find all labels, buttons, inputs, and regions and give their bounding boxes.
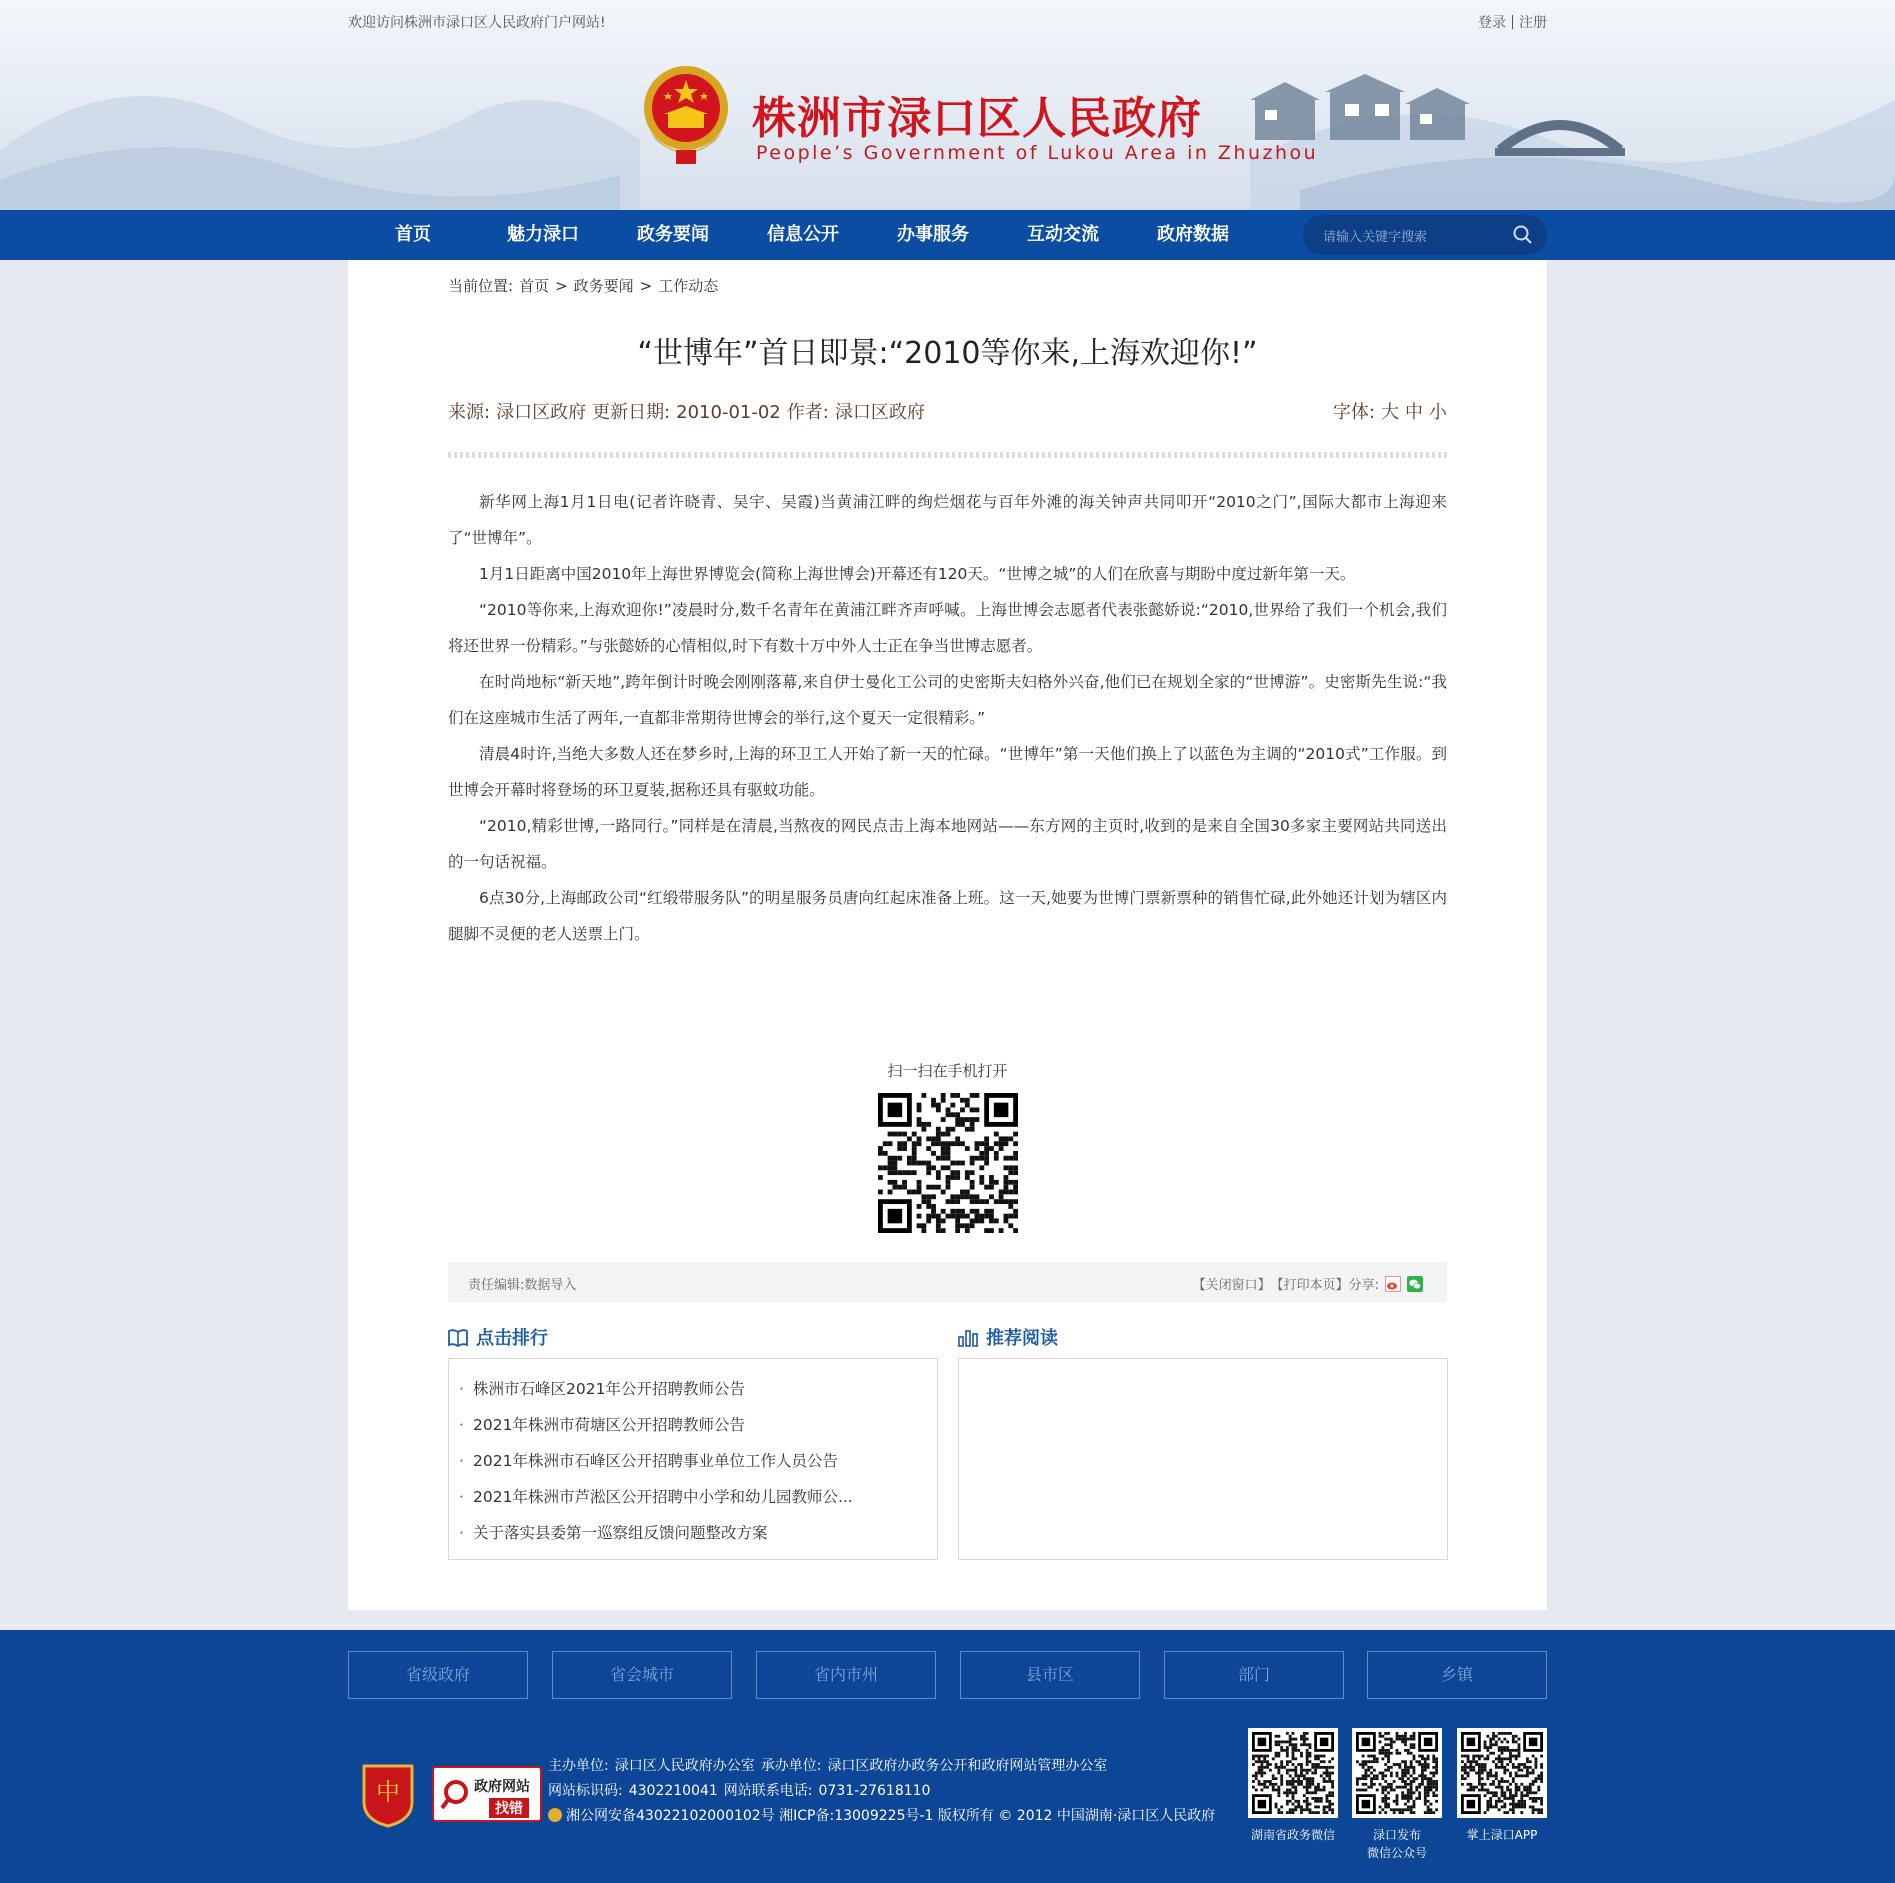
bar-chart-icon <box>958 1329 978 1347</box>
nav-government-news[interactable]: 政务要闻 <box>637 224 709 245</box>
badge-text-error: 找错 <box>489 1798 529 1818</box>
article-paragraph: “2010等你来,上海欢迎你!”凌晨时分,数千名青年在黄浦江畔齐声呼喊。上海世博会志愿者代表张懿娇说:“2010,世界给了我们一个机会,我们将还世界一份精彩。”与张懿娇的心情相似,时下有数十万中外人士正在争当世博志愿者。 <box>448 601 1447 655</box>
login-link[interactable]: 登录 <box>1478 15 1506 31</box>
font-size-medium[interactable]: 中 <box>1405 402 1423 423</box>
divider <box>448 452 1447 458</box>
breadcrumb-prefix: 当前位置: <box>448 277 514 295</box>
list-item-link[interactable]: 2021年株洲市芦淞区公开招聘中小学和幼儿园教师公... <box>473 1488 853 1506</box>
header-banner <box>0 0 1895 210</box>
breadcrumb-work-updates[interactable]: 工作动态 <box>658 277 719 295</box>
main-nav <box>0 210 1895 260</box>
article-paragraph: 新华网上海1月1日电(记者许晓青、吴宇、吴霞)当黄浦江畔的绚烂烟花与百年外滩的海关钟声共同叩开“2010之门”,国际大都市上海迎来了“世博年”。 <box>448 493 1447 547</box>
qr-code-icon <box>1356 1732 1438 1814</box>
qr-caption: 掌上渌口APP <box>1466 1828 1538 1842</box>
footer-link-departments[interactable]: 部门 <box>1164 1651 1344 1699</box>
breadcrumb <box>448 275 724 296</box>
date-value: 2010-01-02 <box>676 402 781 423</box>
organizer-value: 渌口区政府办政务公开和政府网站管理办公室 <box>827 1758 1108 1774</box>
sponsor-label: 主办单位: <box>548 1758 609 1774</box>
print-page-link[interactable]: 【打印本页】 <box>1270 1278 1349 1293</box>
font-size-large[interactable]: 大 <box>1381 402 1399 423</box>
list-item[interactable] <box>459 1407 937 1443</box>
article-paragraph: 在时尚地标“新天地”,跨年倒计时晚会刚刚落幕,来自伊士曼化工公司的史密斯夫妇格外兴奋,他们已在规划全家的“世博游”。史密斯先生说:“我们在这座城市生活了两年,一直都非常期待世博会的举行,这个夏天一定很精彩。” <box>448 673 1447 727</box>
search-input[interactable]: 请输入关键字搜索 <box>1323 230 1428 245</box>
bullet: · <box>459 1416 464 1434</box>
breadcrumb-sep: > <box>555 277 568 295</box>
footer-link-provincial[interactable]: 省级政府 <box>348 1651 528 1699</box>
organizer-label: 承办单位: <box>760 1758 822 1774</box>
wechat-icon[interactable] <box>1407 1276 1423 1292</box>
svg-text:中: 中 <box>376 1778 400 1806</box>
share-label: 分享: <box>1348 1278 1379 1293</box>
article-paragraph: 6点30分,上海邮政公司“红缎带服务队”的明星服务员唐向红起床准备上班。这一天,她要为世博门票新票种的销售忙碌,此外她还计划为辖区内腿脚不灵便的老人送票上门。 <box>448 889 1447 943</box>
bullet: · <box>459 1488 464 1506</box>
footer-qr-hunan-wechat <box>1248 1728 1338 1844</box>
recommend-title: 推荐阅读 <box>986 1328 1058 1349</box>
breadcrumb-news[interactable]: 政务要闻 <box>573 277 634 295</box>
qr-code-icon <box>1461 1732 1543 1814</box>
editor-label: 责任编辑: <box>468 1278 525 1293</box>
footer-qr-lukou-app <box>1457 1728 1547 1844</box>
font-size-switcher <box>1327 398 1447 424</box>
sponsor-value: 渌口区人民政府办公室 <box>614 1758 755 1774</box>
list-item[interactable] <box>459 1515 937 1551</box>
nav-information-disclosure[interactable]: 信息公开 <box>767 224 839 245</box>
national-emblem-icon <box>640 62 732 172</box>
author-label: 作者: <box>786 402 829 423</box>
editor-bar <box>448 1262 1447 1302</box>
font-size-label: 字体: <box>1332 402 1375 423</box>
police-badge-icon <box>548 1808 562 1822</box>
nav-interaction[interactable]: 互动交流 <box>1027 224 1099 245</box>
footer-qr-lukou-wechat <box>1352 1728 1442 1862</box>
list-item-link[interactable]: 2021年株洲市荷塘区公开招聘教师公告 <box>473 1416 745 1434</box>
site-title: 株洲市渌口区人民政府 <box>752 93 1202 144</box>
phone-value: 0731-27618110 <box>818 1783 931 1799</box>
close-window-link[interactable]: 【关闭窗口】 <box>1192 1278 1271 1293</box>
list-item-link[interactable]: 关于落实县委第一巡察组反馈问题整改方案 <box>473 1524 768 1542</box>
article-meta <box>448 398 931 424</box>
site-title-english: People’s Government of Lukou Area in Zhuzhou <box>756 142 1319 164</box>
article-paragraph: “2010,精彩世博,一路同行。”同样是在清晨,当熬夜的网民点击上海本地网站——东方网的主页时,收到的是来自全国30多家主要网站共同送出的一句话祝福。 <box>448 817 1447 871</box>
editor-info <box>468 1274 576 1293</box>
article-title: “世博年”首日即景:“2010等你来,上海欢迎你!” <box>637 336 1258 371</box>
register-link[interactable]: 注册 <box>1519 15 1547 31</box>
footer-info <box>548 1754 1221 1829</box>
breadcrumb-sep: > <box>639 277 653 295</box>
recommend-list <box>958 1358 1448 1560</box>
party-government-badge-icon[interactable] <box>360 1762 416 1828</box>
site-error-report-badge[interactable] <box>432 1766 542 1822</box>
date-label: 更新日期: <box>592 402 671 423</box>
footer-link-counties[interactable]: 县市区 <box>960 1651 1140 1699</box>
divider <box>1512 15 1513 29</box>
breadcrumb-home[interactable]: 首页 <box>519 277 550 295</box>
qr-code-icon <box>1252 1732 1334 1814</box>
weibo-icon[interactable] <box>1385 1276 1401 1292</box>
footer-link-townships[interactable]: 乡镇 <box>1367 1651 1547 1699</box>
site-id-label: 网站标识码: <box>548 1783 623 1799</box>
footer-link-prefectures[interactable]: 省内市州 <box>756 1651 936 1699</box>
bullet: · <box>459 1452 464 1470</box>
list-item[interactable] <box>459 1371 937 1407</box>
article-paragraph: 1月1日距离中国2010年上海世界博览会(简称上海世博会)开幕还有120天。“世博之城”的人们在欣喜与期盼中度过新年第一天。 <box>479 565 1356 583</box>
author-value: 渌口区政府 <box>834 402 925 423</box>
site-id-value: 4302210041 <box>628 1783 718 1799</box>
qr-label: 扫一扫在手机打开 <box>887 1062 1008 1080</box>
footer-links <box>348 1651 1547 1699</box>
bullet: · <box>459 1380 464 1398</box>
qr-caption: 湖南省政务微信 <box>1250 1828 1335 1842</box>
nav-services[interactable]: 办事服务 <box>897 224 969 245</box>
article-paragraph: 清晨4时许,当绝大多数人还在梦乡时,上海的环卫工人开始了新一天的忙碌。“世博年”第一天他们换上了以蓝色为主调的“2010式”工作服。到世博会开幕时将登场的环卫夏装,据称还具有驱蚊功能。 <box>448 745 1447 799</box>
list-item-link[interactable]: 株洲市石峰区2021年公开招聘教师公告 <box>473 1380 745 1398</box>
ranking-heading <box>448 1324 548 1350</box>
bullet: · <box>459 1524 464 1542</box>
nav-home[interactable]: 首页 <box>395 224 431 245</box>
qr-caption: 渌口发布 微信公众号 <box>1366 1828 1427 1860</box>
nav-government-data[interactable]: 政府数据 <box>1157 224 1229 245</box>
phone-label: 网站联系电话: <box>723 1783 813 1799</box>
search-icon[interactable] <box>1511 223 1535 247</box>
source-label: 来源: <box>448 402 491 423</box>
editor-value: 数据导入 <box>524 1278 577 1293</box>
welcome-text: 欢迎访问株洲市渌口区人民政府门户网站! <box>348 15 606 31</box>
font-size-small[interactable]: 小 <box>1429 402 1447 423</box>
record-info[interactable]: 湘公网安备43022102000102号 湘ICP备:13009225号-1 版权所有 © 2012 中国湖南·渌口区人民政府 <box>566 1808 1216 1824</box>
mobile-qr-section <box>848 1060 1047 1233</box>
article-body <box>448 484 1447 952</box>
ranking-list <box>448 1358 938 1560</box>
footer-link-capital-cities[interactable]: 省会城市 <box>552 1651 732 1699</box>
recommend-heading <box>958 1324 1058 1350</box>
ranking-title: 点击排行 <box>476 1328 548 1349</box>
source-value: 渌口区政府 <box>496 402 587 423</box>
badge-text: 政府网站 <box>474 1779 530 1795</box>
list-item[interactable] <box>459 1443 937 1479</box>
list-item[interactable] <box>459 1479 937 1515</box>
qr-code-icon <box>878 1093 1018 1233</box>
search-box[interactable] <box>1303 215 1547 255</box>
magnifier-icon <box>440 1778 472 1810</box>
list-item-link[interactable]: 2021年株洲市石峰区公开招聘事业单位工作人员公告 <box>473 1452 838 1470</box>
book-icon <box>448 1329 468 1347</box>
nav-charm-lukou[interactable]: 魅力渌口 <box>507 224 579 245</box>
